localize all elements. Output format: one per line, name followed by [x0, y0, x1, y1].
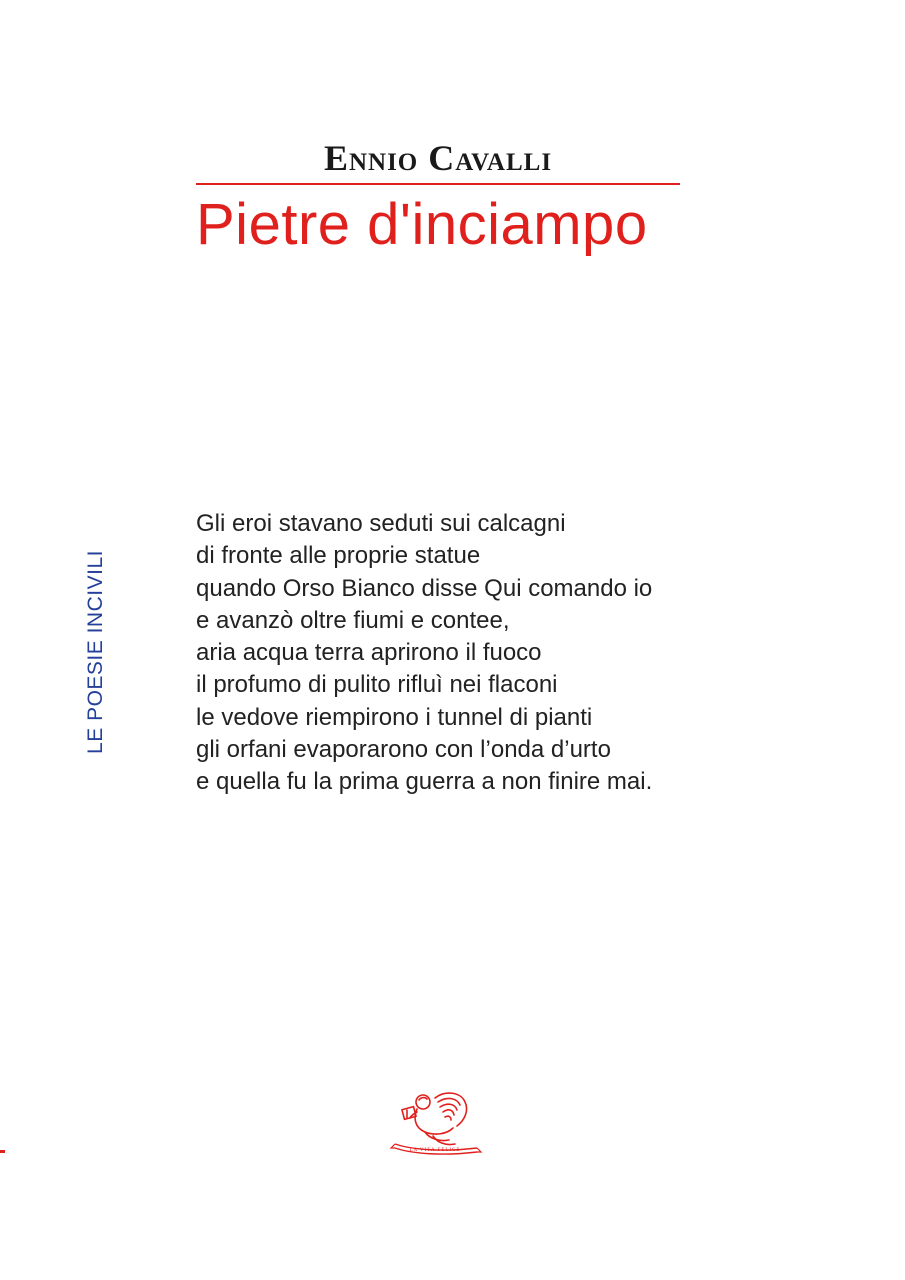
poem-line: il profumo di pulito rifluì nei flaconi: [196, 671, 558, 699]
poem-line: le vedove riempirono i tunnel di pianti: [196, 703, 593, 731]
edge-mark: [0, 1150, 5, 1153]
publisher-logo-icon: [383, 1088, 483, 1160]
poem-line: e avanzò oltre fiumi e contee,: [196, 606, 510, 634]
poem-line: quando Orso Bianco disse Qui comando io: [196, 574, 653, 602]
poem-line: Gli eroi stavano seduti sui calcagni: [196, 510, 566, 537]
poem-line: aria acqua terra aprirono il fuoco: [196, 639, 542, 667]
poem-line: di fronte alle proprie statue: [196, 542, 481, 570]
poem-line: gli orfani evaporarono con l’onda d’urto: [196, 736, 611, 764]
poem-line: e quella fu la prima guerra a non finire mai.: [196, 768, 653, 796]
poem-excerpt: [196, 508, 652, 799]
author-name: Ennio Cavalli: [323, 138, 553, 178]
book-title: Pietre d'inciampo: [196, 192, 648, 257]
series-name: LE POESIE INCIVILI: [84, 550, 107, 754]
title-divider: [196, 183, 680, 185]
publisher-logo-text: LA VITA FELICE: [409, 1148, 461, 1153]
